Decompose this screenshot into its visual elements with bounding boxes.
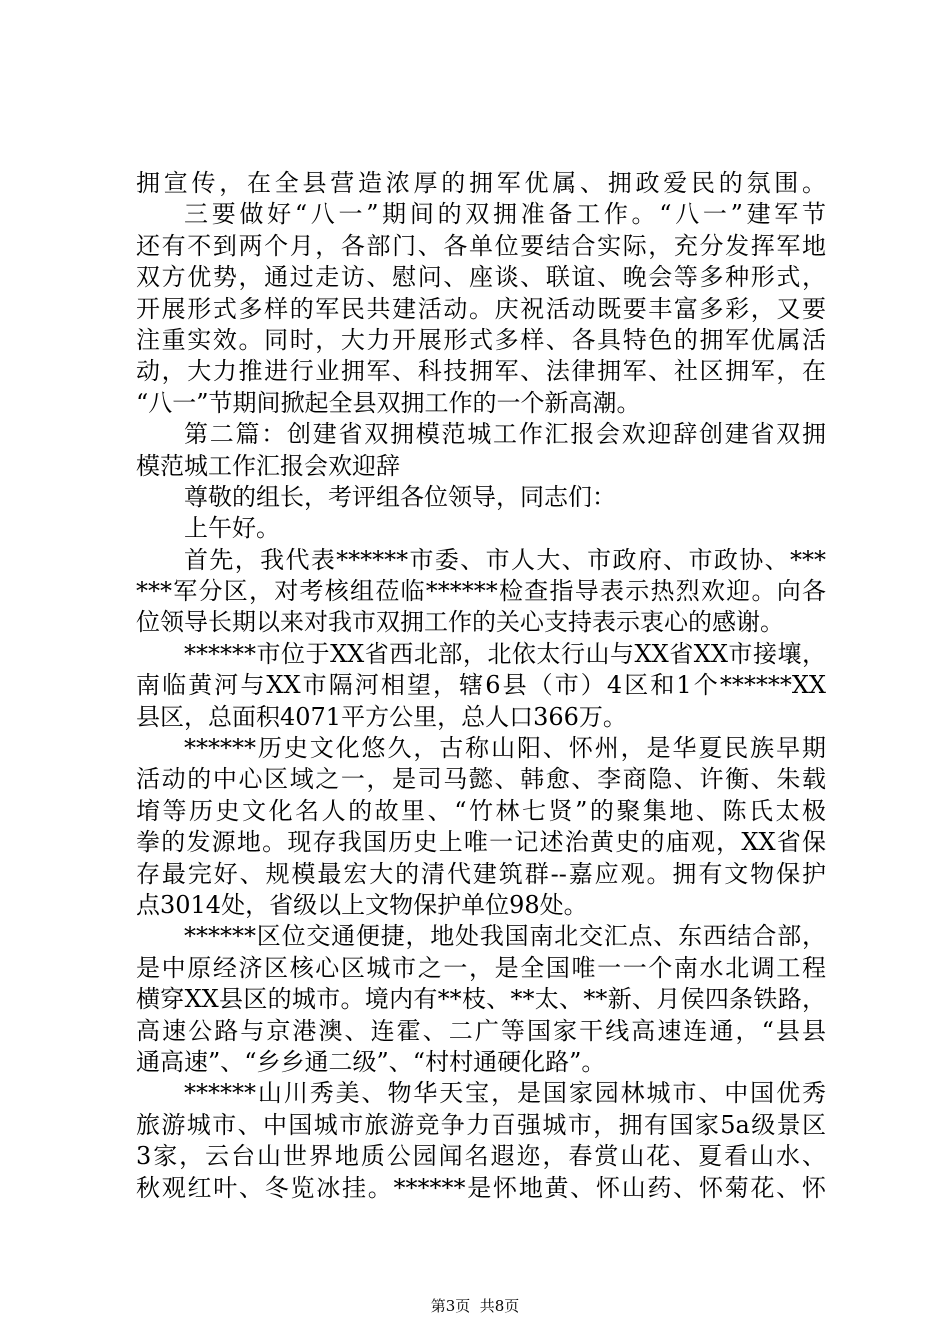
salutation: 尊敬的组长，考评组各位领导，同志们：: [184, 482, 616, 511]
text-line: 堉等历史文化名人的故里、“竹林七贤”的聚集地、陈氏太极: [136, 796, 826, 825]
text-line: 旅游城市、中国城市旅游竞争力百强城市，拥有国家5a级景区: [136, 1110, 826, 1139]
text-line: 首先，我代表******市委、市人大、市政府、市政协、***: [184, 545, 826, 574]
section-heading: 第二篇：创建省双拥模范城工作汇报会欢迎辞创建省双拥: [184, 420, 826, 449]
text-line: 通高速”、“乡乡通二级”、“村村通硬化路”。: [136, 1047, 606, 1076]
text-line: 3家，云台山世界地质公园闻名遐迩，春赏山花、夏看山水、: [136, 1142, 826, 1171]
section-heading: 模范城工作汇报会欢迎辞: [136, 451, 400, 480]
text-line: ******山川秀美、物华天宝，是国家园林城市、中国优秀: [184, 1079, 826, 1108]
text-line: 南临黄河与XX市隔河相望，辖6县（市）4区和1个******XX: [136, 671, 826, 700]
text-line: 存最完好、规模最宏大的清代建筑群--嘉应观。拥有文物保护: [136, 859, 826, 888]
text-line: 县区，总面积4071平方公里，总人口366万。: [136, 702, 627, 731]
text-line: 还有不到两个月，各部门、各单位要结合实际，充分发挥军地: [136, 231, 826, 260]
text-line: 点3014处，省级以上文物保护单位98处。: [136, 890, 588, 919]
text-line: 开展形式多样的军民共建活动。庆祝活动既要丰富多彩，又要: [136, 294, 826, 323]
text-line: ******历史文化悠久，古称山阳、怀州，是华夏民族早期: [184, 734, 826, 763]
text-line: 秋观红叶、冬览冰挂。******是怀地黄、怀山药、怀菊花、怀: [136, 1173, 826, 1202]
text-line: ******市位于XX省西北部，北依太行山与XX省XX市接壤，: [184, 639, 826, 668]
text-line: 动，大力推进行业拥军、科技拥军、法律拥军、社区拥军，在: [136, 357, 826, 386]
page-number: 第3页 共8页: [430, 1297, 520, 1315]
text-line: 拥宣传，在全县营造浓厚的拥军优属、拥政爱民的氛围。: [136, 169, 826, 197]
text-line: ***军分区，对考核组莅临******检查指导表示热烈欢迎。向各: [136, 577, 826, 606]
text-line: 活动的中心区域之一，是司马懿、韩愈、李商隐、许衡、朱载: [136, 765, 826, 794]
text-line: 高速公路与京港澳、连霍、二广等国家干线高速连通，“县县: [136, 1016, 826, 1045]
text-line: 是中原经济区核心区城市之一，是全国唯一一个南水北调工程: [136, 953, 826, 982]
greeting: 上午好。: [184, 514, 280, 543]
text-line: 横穿XX县区的城市。境内有**枝、**太、**新、月侯四条铁路，: [136, 985, 826, 1014]
text-line: ******区位交通便捷，地处我国南北交汇点、东西结合部，: [184, 922, 826, 951]
text-line: “八一”节期间掀起全县双拥工作的一个新高潮。: [136, 388, 641, 417]
body-text: [136, 168, 826, 1204]
text-line: 位领导长期以来对我市双拥工作的关心支持表示衷心的感谢。: [136, 608, 784, 637]
text-line: 注重实效。同时，大力开展形式多样、各具特色的拥军优属活: [136, 325, 826, 354]
text-line: 双方优势，通过走访、慰问、座谈、联谊、晚会等多种形式，: [136, 263, 826, 292]
text-line: 三要做好“八一”期间的双拥准备工作。“八一”建军节: [184, 200, 826, 229]
text-line: 拳的发源地。现存我国历史上唯一记述治黄史的庙观，XX省保: [136, 828, 826, 857]
